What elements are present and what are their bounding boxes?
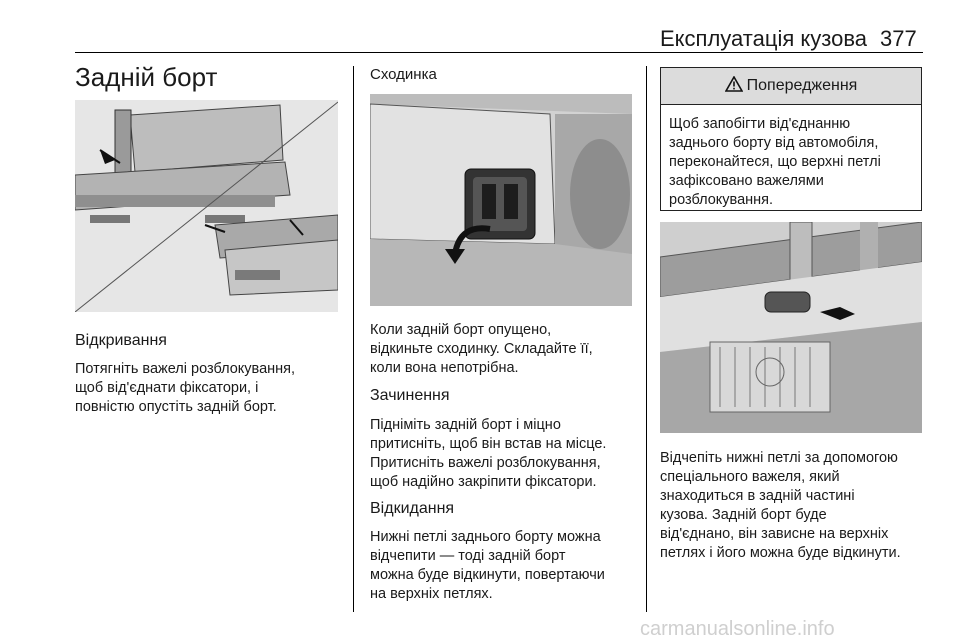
folding-text: Нижні петлі заднього борту можна відчепити — тоді задній борт можна буде відкинути, повертаючи на верхніх петлях. [370, 529, 605, 602]
warning-header [661, 68, 921, 105]
warning-text: Щоб запобігти від'єднанню заднього борту від автомобіля, переконайтеся, що верхні петлі зафіксовано важелями розблокування. [669, 116, 881, 208]
hinge-illustration [660, 222, 922, 433]
warning-title: Попередження [746, 77, 858, 94]
tailgate-opening-illustration [75, 100, 338, 312]
closing-heading: Зачинення [370, 387, 450, 404]
detach-text: Відчепіть нижні петлі за допомогою спеціального важеля, який знаходиться в задній частині кузова. Задній борт буде від'єднано, він зависне на верхніх петлях і його можна буде відкинути. [660, 450, 901, 561]
header-rule [75, 52, 923, 53]
step-illustration [370, 94, 632, 306]
closing-text: Підніміть задній борт і міцно притисніть, щоб він встав на місце. Притисніть важелі розблокування, щоб надійно закріпити фіксатори. [370, 417, 607, 490]
watermark: carmanualsonline.info [640, 618, 835, 640]
step-label: Сходинка [370, 66, 437, 83]
header-title: Експлуатація кузова [660, 26, 868, 51]
warning-icon [725, 76, 743, 97]
warning-box [660, 67, 922, 211]
section-title: Задній борт [75, 62, 218, 92]
opening-heading: Відкривання [75, 332, 167, 349]
column-divider [353, 66, 354, 612]
opening-text: Потягніть важелі розблокування, щоб від'єднати фіксатори, і повністю опустіть задній борт. [75, 361, 296, 415]
page-number: 377 [880, 26, 917, 51]
folding-heading: Відкидання [370, 500, 455, 517]
step-text: Коли задній борт опущено, відкиньте сходинку. Складайте її, коли вона непотрібна. [370, 322, 593, 376]
column-divider [646, 66, 647, 612]
